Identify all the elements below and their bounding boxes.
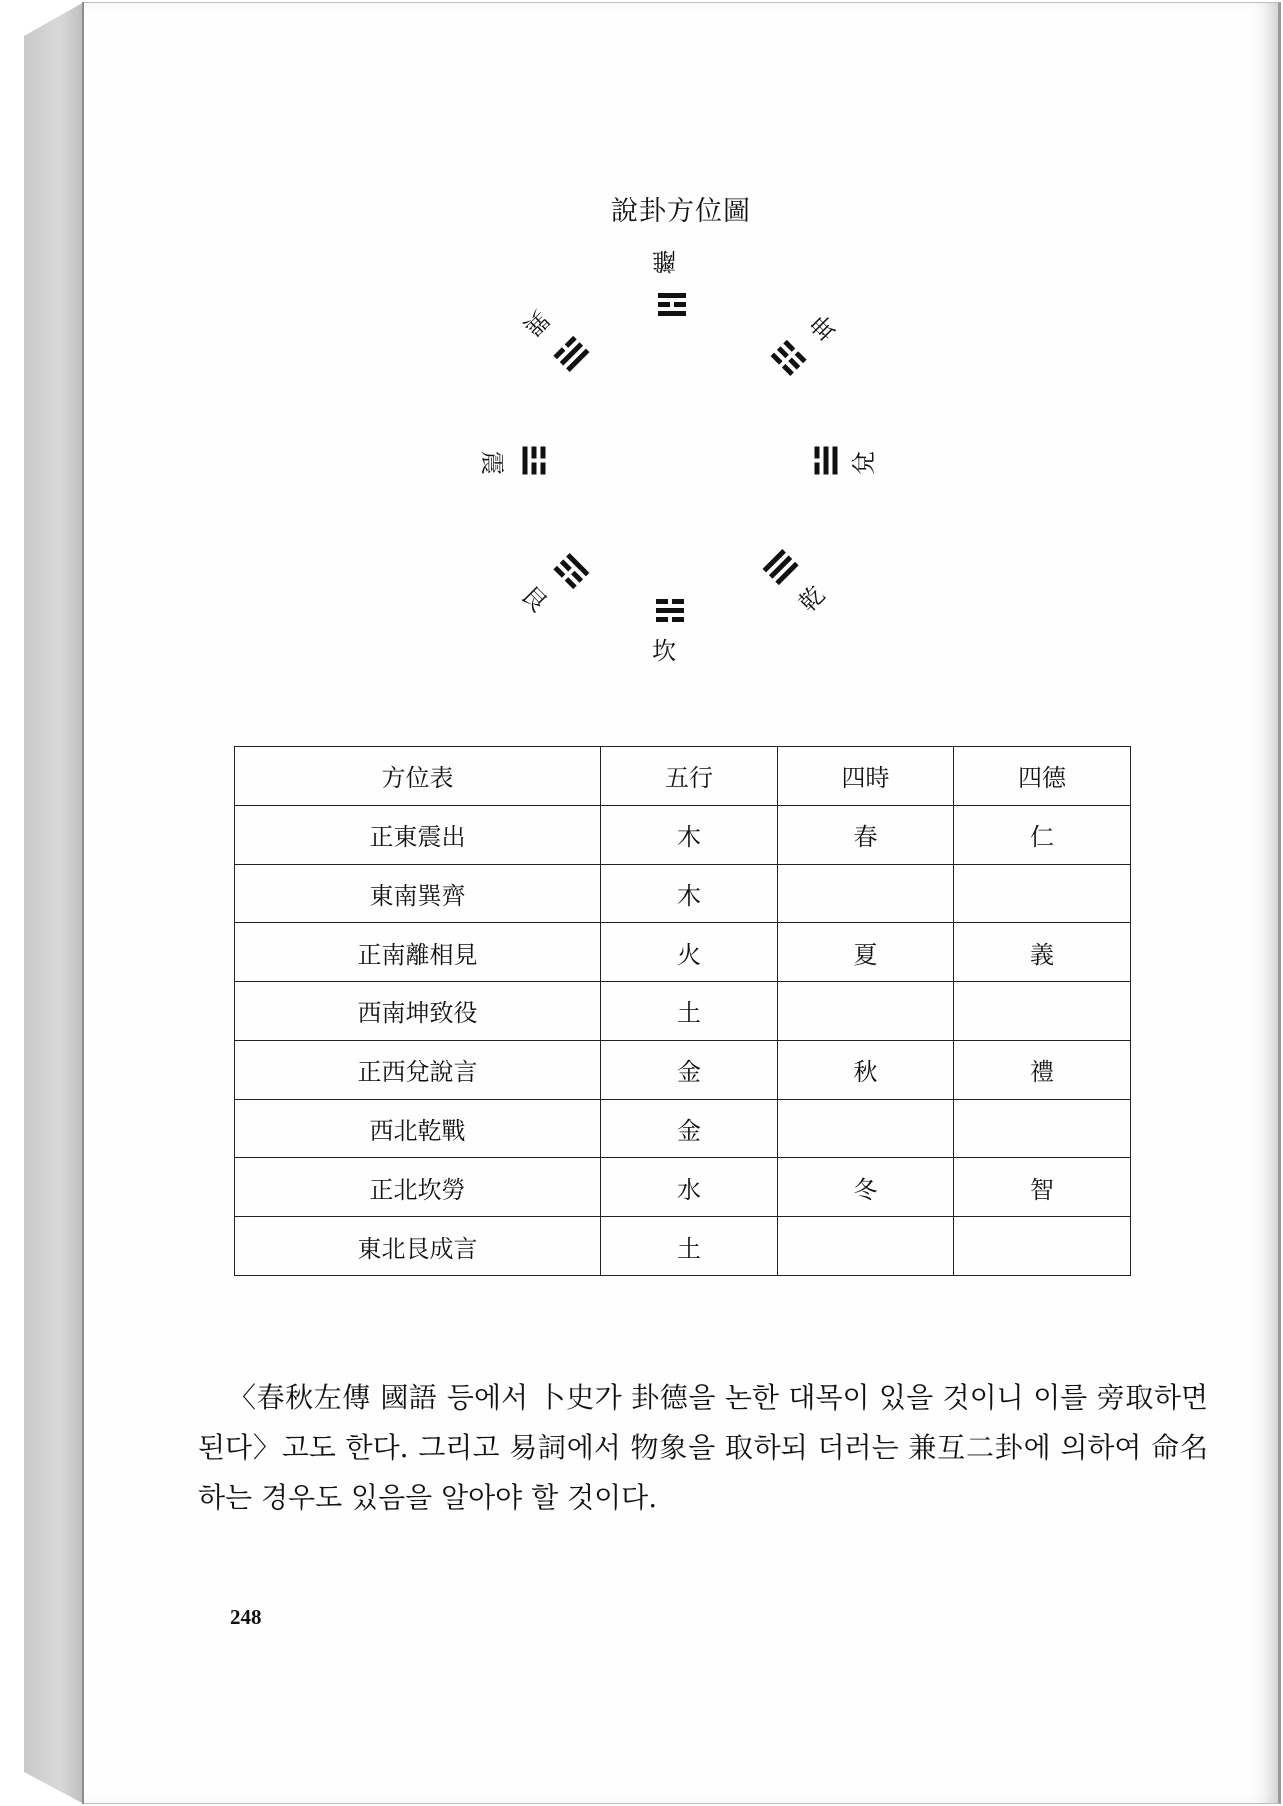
table-row bbox=[235, 1099, 1131, 1158]
header-cell: 四時 bbox=[778, 747, 954, 806]
table-cell: 義 bbox=[954, 923, 1131, 982]
body-paragraph: 〈春秋左傳 國語 등에서 卜史가 卦德을 논한 대목이 있을 것이니 이를 旁取하면 된다〉고도 한다. 그리고 易詞에서 物象을 取하되 더러는 兼互二卦에 의하여 命名하는 경우도 있음을 알아야 할 것이다. bbox=[198, 1381, 1208, 1514]
trigram-zhen-symbol bbox=[519, 447, 546, 475]
table-cell bbox=[954, 982, 1131, 1041]
table-cell: 冬 bbox=[778, 1158, 954, 1217]
table-header-row bbox=[235, 747, 1131, 806]
table-row bbox=[235, 1040, 1131, 1099]
table-cell: 水 bbox=[601, 1158, 778, 1217]
table-row bbox=[235, 864, 1131, 923]
table-cell: 正南離相見 bbox=[235, 923, 601, 982]
table-cell: 夏 bbox=[778, 923, 954, 982]
page-number: 248 bbox=[230, 1605, 262, 1629]
table-cell bbox=[778, 1217, 954, 1276]
header-cell: 四德 bbox=[954, 747, 1131, 806]
table-cell bbox=[778, 864, 954, 923]
book-page bbox=[84, 2, 1281, 1804]
trigram-label-zhen: 震 bbox=[478, 451, 506, 475]
trigram-kun-symbol bbox=[771, 337, 810, 376]
trigram-qian-symbol bbox=[763, 549, 802, 588]
diagram-title: 說卦方位圖 bbox=[611, 196, 751, 227]
table-cell bbox=[954, 1217, 1131, 1276]
table-cell: 仁 bbox=[954, 805, 1131, 864]
header-cell: 五行 bbox=[601, 747, 778, 806]
trigram-label-li: 離 bbox=[652, 247, 676, 275]
table-cell: 春 bbox=[778, 805, 954, 864]
trigram-diagram bbox=[84, 3, 1278, 703]
table-cell bbox=[778, 1099, 954, 1158]
table-cell: 土 bbox=[601, 1217, 778, 1276]
table-cell: 正東震出 bbox=[235, 805, 601, 864]
table-row bbox=[235, 1158, 1131, 1217]
table-row bbox=[235, 923, 1131, 982]
trigram-label-gen: 艮 bbox=[515, 580, 553, 618]
trigram-li-symbol bbox=[658, 293, 686, 320]
header-cell: 方位表 bbox=[235, 747, 601, 806]
table-cell: 金 bbox=[601, 1099, 778, 1158]
table-row bbox=[235, 982, 1131, 1041]
trigram-label-kun: 坤 bbox=[805, 308, 843, 346]
table-cell: 東北艮成言 bbox=[235, 1217, 601, 1276]
table-row bbox=[235, 1217, 1131, 1276]
table-row bbox=[235, 805, 1131, 864]
trigram-label-kan: 坎 bbox=[652, 637, 676, 665]
table-cell: 東南巽齊 bbox=[235, 864, 601, 923]
book-spine bbox=[24, 2, 84, 1804]
table-cell: 金 bbox=[601, 1040, 778, 1099]
trigram-label-xun: 巽 bbox=[517, 304, 555, 342]
table-cell: 正西兌說言 bbox=[235, 1040, 601, 1099]
table-cell bbox=[778, 982, 954, 1041]
table-cell: 智 bbox=[954, 1158, 1131, 1217]
table-cell: 正北坎勞 bbox=[235, 1158, 601, 1217]
trigram-kan-symbol bbox=[656, 599, 684, 626]
table-cell: 木 bbox=[601, 805, 778, 864]
table-cell bbox=[954, 1099, 1131, 1158]
direction-table bbox=[234, 746, 1131, 1276]
table-cell: 西南坤致役 bbox=[235, 982, 601, 1041]
table-cell: 土 bbox=[601, 982, 778, 1041]
table-cell: 西北乾戰 bbox=[235, 1099, 601, 1158]
trigram-xun-symbol bbox=[551, 333, 590, 372]
table-cell: 秋 bbox=[778, 1040, 954, 1099]
table-cell bbox=[954, 864, 1131, 923]
trigram-label-qian: 乾 bbox=[793, 580, 831, 618]
table-cell: 火 bbox=[601, 923, 778, 982]
trigram-dui-symbol bbox=[815, 447, 842, 475]
trigram-label-dui: 兌 bbox=[850, 451, 878, 475]
table-cell: 木 bbox=[601, 864, 778, 923]
table-cell: 禮 bbox=[954, 1040, 1131, 1099]
trigram-gen-symbol bbox=[551, 553, 590, 592]
